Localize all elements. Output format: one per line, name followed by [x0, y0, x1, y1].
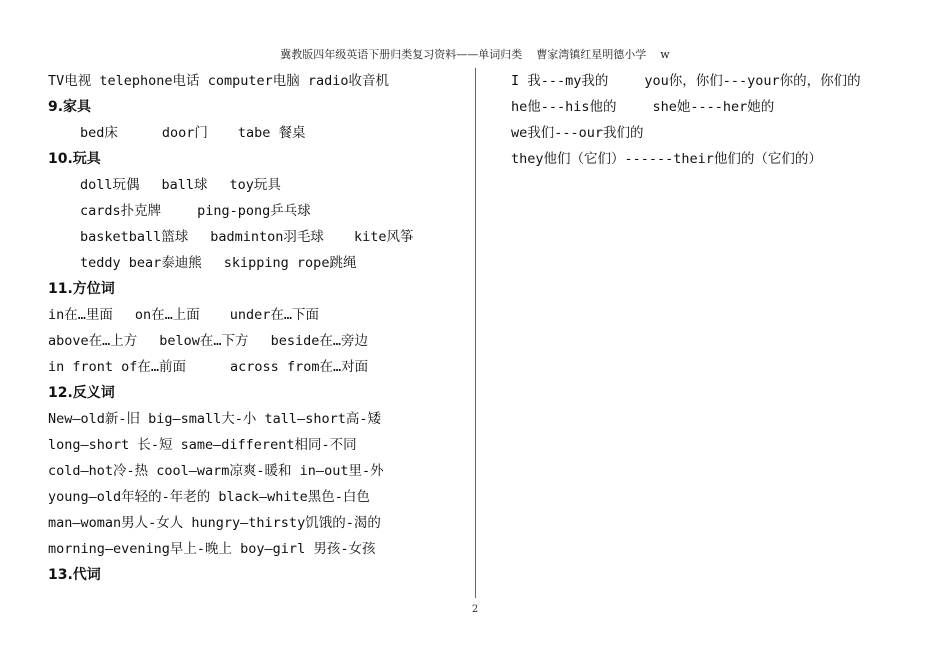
vocab-line: [511, 94, 911, 120]
vocab-line: [511, 68, 911, 94]
vocab-word: on在…上面: [134, 307, 200, 323]
vocab-line: [48, 224, 468, 250]
vocab-word: beside在…旁边: [270, 333, 368, 349]
vocab-word: above在…上方: [48, 333, 138, 349]
vocab-word: you你，你们---your你的，你们的: [644, 73, 861, 89]
vocab-word: toy玩具: [229, 177, 281, 193]
section-heading-pronouns: 13.代词: [48, 567, 101, 583]
vocab-line: they他们（它们）------their他们的（它们的）: [511, 151, 822, 167]
vocab-line: long—short 长-短 same—different相同-不同: [48, 437, 357, 453]
section-heading-antonyms: 12.反义词: [48, 385, 115, 401]
vocab-word: doll玩偶: [80, 177, 140, 193]
vocab-word: he他---his他的: [511, 99, 617, 115]
vocab-word: in在…里面: [48, 307, 113, 323]
left-column: [48, 68, 468, 588]
vocab-word: below在…下方: [159, 333, 249, 349]
page-number: 2: [471, 604, 479, 615]
vocab-word: TV电视: [48, 73, 92, 89]
vocab-word: radio收音机: [307, 73, 390, 89]
vocab-word: I 我---my我的: [511, 73, 609, 89]
vocab-word: computer电脑: [207, 73, 300, 89]
vocab-line: cold—hot冷-热 cool—warm凉爽-暖和 in—out里-外: [48, 463, 384, 479]
vocab-word: under在…下面: [229, 307, 320, 323]
vocab-word: tabe 餐桌: [237, 125, 306, 141]
vocab-word: badminton羽毛球: [210, 229, 324, 245]
vocab-line: [48, 120, 468, 146]
section-heading-furniture: 9.家具: [48, 99, 92, 115]
vocab-line: [48, 68, 468, 94]
vocab-word: skipping rope跳绳: [223, 255, 357, 271]
vocab-word: basketball篮球: [80, 229, 189, 245]
vocab-line: [48, 250, 468, 276]
vocab-line: [48, 354, 468, 380]
vocab-word: door门: [161, 125, 208, 141]
section-heading-prepositions: 11.方位词: [48, 281, 115, 297]
vocab-line: we我们---our我们的: [511, 125, 644, 141]
header-title: 冀教版四年级英语下册归类复习资料——单词归类: [280, 48, 523, 61]
vocab-word: bed床: [80, 125, 118, 141]
vocab-word: ball球: [161, 177, 208, 193]
vocab-line: man—woman男人-女人 hungry—thirsty饥饿的-渴的: [48, 515, 381, 531]
header-school: 曹家湾镇红星明德小学: [536, 48, 647, 61]
vocab-line: morning—evening早上-晚上 boy—girl 男孩-女孩: [48, 541, 376, 557]
vocab-line: [48, 328, 468, 354]
vocab-word: kite风筝: [353, 229, 414, 245]
vocab-line: [48, 302, 468, 328]
vocab-word: she她----her她的: [652, 99, 775, 115]
vocab-line: New—old新-旧 big—small大-小 tall—short高-矮: [48, 411, 381, 427]
vocab-word: across from在…对面: [230, 359, 369, 375]
vocab-word: cards扑克牌: [80, 203, 162, 219]
vocab-word: in front of在…前面: [48, 359, 187, 375]
vocab-word: teddy bear泰迪熊: [80, 255, 202, 271]
vocab-line: [48, 198, 468, 224]
vocab-line: young—old年轻的-年老的 black—white黑色-白色: [48, 489, 370, 505]
vocab-word: ping-pong乒乓球: [197, 203, 311, 219]
page-header: [0, 46, 950, 62]
vocab-line: [48, 172, 468, 198]
vocab-word: telephone电话: [99, 73, 200, 89]
right-column: [511, 68, 911, 172]
header-mark: w: [660, 48, 670, 61]
column-divider: [475, 68, 476, 598]
section-heading-toys: 10.玩具: [48, 151, 101, 167]
